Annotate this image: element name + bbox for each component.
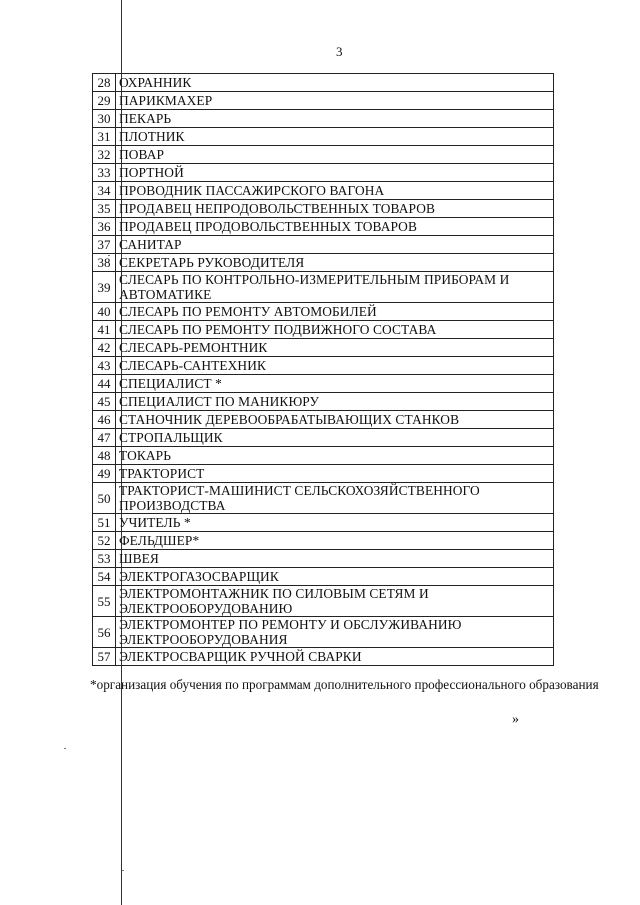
occupation-name: ФЕЛЬДШЕР* — [116, 532, 554, 550]
row-number: 30 — [93, 110, 116, 128]
occupation-name: САНИТАР — [116, 236, 554, 254]
row-number: 41 — [93, 321, 116, 339]
row-number: 44 — [93, 375, 116, 393]
row-number: 36 — [93, 218, 116, 236]
table-row — [93, 465, 554, 483]
occupation-name: СТАНОЧНИК ДЕРЕВООБРАБАТЫВАЮЩИХ СТАНКОВ — [116, 411, 554, 429]
table-row — [93, 272, 554, 303]
occupation-name: ОХРАННИК — [116, 74, 554, 92]
occupation-table — [92, 73, 554, 666]
occupation-name: ТОКАРЬ — [116, 447, 554, 465]
table-row — [93, 357, 554, 375]
occupation-name: СТРОПАЛЬЩИК — [116, 429, 554, 447]
occupation-name: ПРОВОДНИК ПАССАЖИРСКОГО ВАГОНА — [116, 182, 554, 200]
table-row — [93, 411, 554, 429]
row-number: 52 — [93, 532, 116, 550]
table-row — [93, 617, 554, 648]
row-number: 31 — [93, 128, 116, 146]
table-row — [93, 550, 554, 568]
row-number: 50 — [93, 483, 116, 514]
row-number: 46 — [93, 411, 116, 429]
table-row — [93, 200, 554, 218]
occupation-name: ТРАКТОРИСТ — [116, 465, 554, 483]
row-number: 54 — [93, 568, 116, 586]
row-number: 55 — [93, 586, 116, 617]
table-row — [93, 514, 554, 532]
table-row — [93, 303, 554, 321]
table-row — [93, 483, 554, 514]
footnote: *организация обучения по программам дополнительного профессионального образования — [90, 677, 599, 692]
row-number: 39 — [93, 272, 116, 303]
table-row — [93, 74, 554, 92]
occupation-name: ШВЕЯ — [116, 550, 554, 568]
closing-quote-mark: » — [512, 712, 519, 727]
row-number: 51 — [93, 514, 116, 532]
row-number: 53 — [93, 550, 116, 568]
row-number: 43 — [93, 357, 116, 375]
table-row — [93, 182, 554, 200]
occupation-name: СЛЕСАРЬ ПО РЕМОНТУ ПОДВИЖНОГО СОСТАВА — [116, 321, 554, 339]
scan-speck — [122, 870, 124, 871]
occupation-name: ПОВАР — [116, 146, 554, 164]
occupation-name: УЧИТЕЛЬ * — [116, 514, 554, 532]
table-row — [93, 375, 554, 393]
row-number: 42 — [93, 339, 116, 357]
occupation-name: ЭЛЕКТРОСВАРЩИК РУЧНОЙ СВАРКИ — [116, 648, 554, 666]
occupation-name: ПРОДАВЕЦ НЕПРОДОВОЛЬСТВЕННЫХ ТОВАРОВ — [116, 200, 554, 218]
row-number: 49 — [93, 465, 116, 483]
row-number: 57 — [93, 648, 116, 666]
occupation-name: ПАРИКМАХЕР — [116, 92, 554, 110]
table-row — [93, 146, 554, 164]
row-number: 48 — [93, 447, 116, 465]
table-row — [93, 586, 554, 617]
table-row — [93, 393, 554, 411]
occupation-name: СЛЕСАРЬ-САНТЕХНИК — [116, 357, 554, 375]
row-number: 45 — [93, 393, 116, 411]
occupation-table-body — [93, 74, 554, 666]
table-row — [93, 218, 554, 236]
row-number: 29 — [93, 92, 116, 110]
occupation-name: СПЕЦИАЛИСТ * — [116, 375, 554, 393]
table-row — [93, 321, 554, 339]
row-number: 38 — [93, 254, 116, 272]
table-row — [93, 164, 554, 182]
row-number: 28 — [93, 74, 116, 92]
row-number: 37 — [93, 236, 116, 254]
occupation-name: ПОРТНОЙ — [116, 164, 554, 182]
row-number: 56 — [93, 617, 116, 648]
occupation-name: СЛЕСАРЬ ПО КОНТРОЛЬНО-ИЗМЕРИТЕЛЬНЫМ ПРИБОРАМ И АВТОМАТИКЕ — [116, 272, 554, 303]
occupation-name: ЭЛЕКТРОМОНТАЖНИК ПО СИЛОВЫМ СЕТЯМ И ЭЛЕКТРООБОРУДОВАНИЮ — [116, 586, 554, 617]
occupation-name: ПРОДАВЕЦ ПРОДОВОЛЬСТВЕННЫХ ТОВАРОВ — [116, 218, 554, 236]
table-row — [93, 532, 554, 550]
row-number: 34 — [93, 182, 116, 200]
row-number: 40 — [93, 303, 116, 321]
occupation-name: ЭЛЕКТРОГАЗОСВАРЩИК — [116, 568, 554, 586]
occupation-name: СЕКРЕТАРЬ РУКОВОДИТЕЛЯ — [116, 254, 554, 272]
occupation-name: СПЕЦИАЛИСТ ПО МАНИКЮРУ — [116, 393, 554, 411]
occupation-name: ТРАКТОРИСТ-МАШИНИСТ СЕЛЬСКОХОЗЯЙСТВЕННОГО ПРОИЗВОДСТВА — [116, 483, 554, 514]
table-row — [93, 339, 554, 357]
occupation-name: СЛЕСАРЬ-РЕМОНТНИК — [116, 339, 554, 357]
table-row — [93, 110, 554, 128]
occupation-name: СЛЕСАРЬ ПО РЕМОНТУ АВТОМОБИЛЕЙ — [116, 303, 554, 321]
table-row — [93, 568, 554, 586]
row-number: 47 — [93, 429, 116, 447]
table-row — [93, 236, 554, 254]
table-row — [93, 429, 554, 447]
scan-speck — [64, 748, 66, 749]
occupation-name: ПЛОТНИК — [116, 128, 554, 146]
table-row — [93, 254, 554, 272]
table-row — [93, 128, 554, 146]
occupation-name: ЭЛЕКТРОМОНТЕР ПО РЕМОНТУ И ОБСЛУЖИВАНИЮ ЭЛЕКТРООБОРУДОВАНИЯ — [116, 617, 554, 648]
table-row — [93, 92, 554, 110]
row-number: 35 — [93, 200, 116, 218]
occupation-name: ПЕКАРЬ — [116, 110, 554, 128]
table-row — [93, 447, 554, 465]
table-row — [93, 648, 554, 666]
row-number: 32 — [93, 146, 116, 164]
row-number: 33 — [93, 164, 116, 182]
page-number: 3 — [336, 44, 343, 59]
